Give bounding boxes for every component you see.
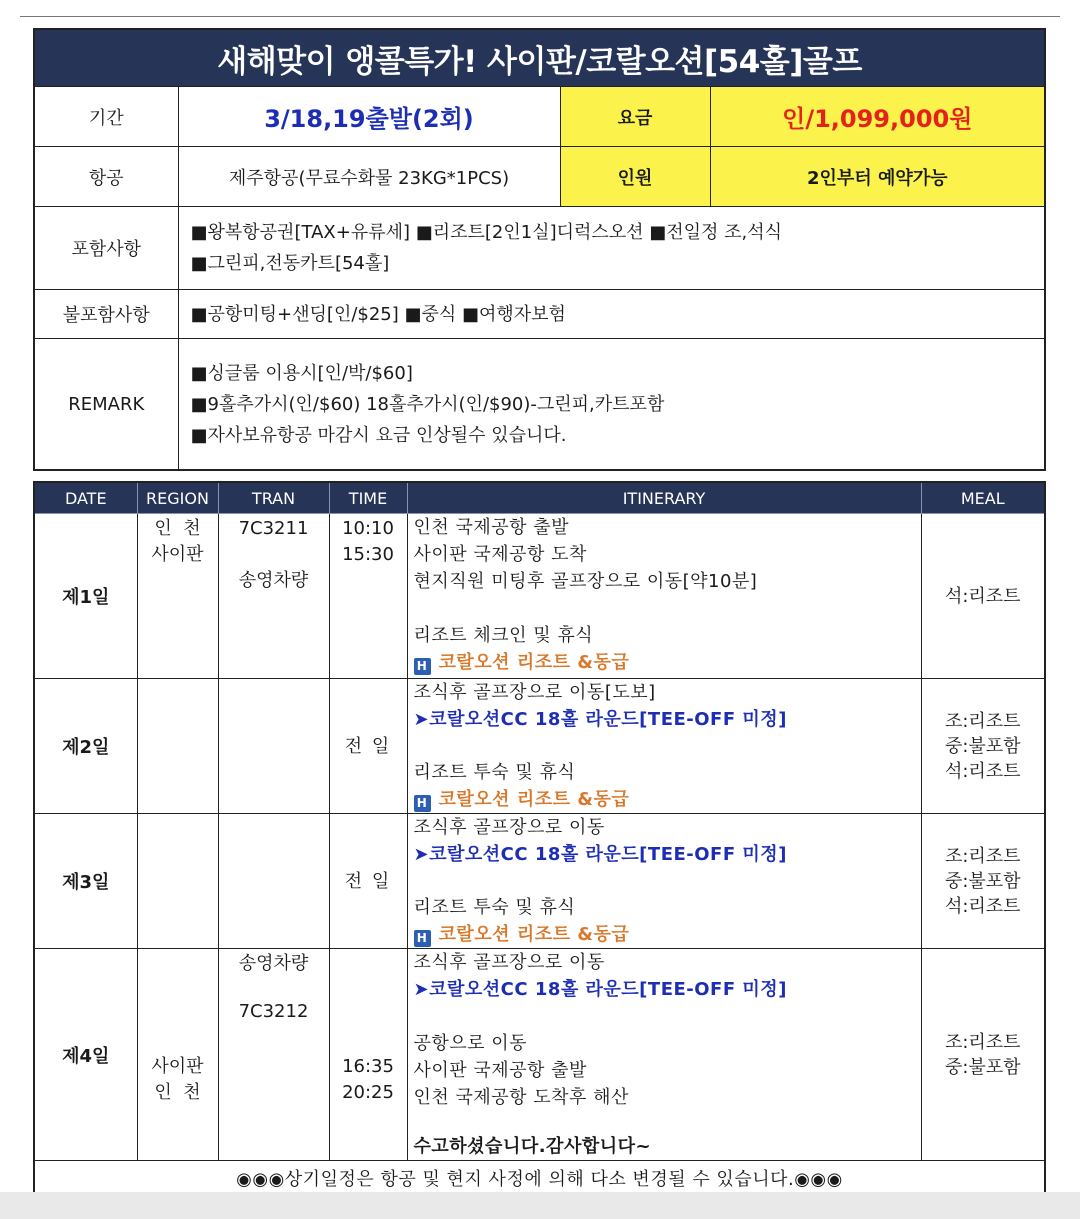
- table-row: [34, 679, 1045, 814]
- meal-text: 석:리조트: [944, 760, 1021, 782]
- itinerary-line: 조식후 골프장으로 이동: [413, 817, 605, 838]
- page-title: 새해맞이 앵콜특가! 사이판/코랄오션[54홀]골프: [34, 29, 1045, 87]
- time-cell: [329, 949, 407, 1161]
- hotel-line: [414, 649, 921, 676]
- time-text: 10:10: [342, 518, 394, 539]
- time-text: 16:35: [342, 1056, 394, 1077]
- golf-round: ➤코랄오션CC 18홀 라운드[TEE-OFF 미정]: [413, 844, 787, 865]
- meal-text: 중:불포함: [944, 870, 1021, 892]
- itinerary-cell: [407, 679, 921, 814]
- itinerary-line: 조식후 골프장으로 이동[도보]: [413, 682, 656, 703]
- tran-cell: [218, 949, 329, 1161]
- hotel-icon: H: [414, 930, 431, 947]
- region-text: 사이판: [151, 544, 204, 565]
- meal-cell: [921, 514, 1045, 679]
- region-text: 인 천: [154, 518, 201, 539]
- table-row: [34, 514, 1045, 679]
- col-header-tran: TRAN: [218, 482, 329, 514]
- itinerary-line: 사이판 국제공항 도착: [413, 544, 587, 565]
- period-label: 기간: [34, 87, 178, 147]
- hotel-name: 코랄오션 리조트 &동급: [438, 924, 630, 945]
- hotel-icon: H: [414, 795, 431, 812]
- meal-text: 조:리조트: [944, 1031, 1021, 1053]
- tour-info-table: [33, 28, 1046, 471]
- people-value: 2인부터 예약가능: [710, 147, 1045, 207]
- included-label: 포함사항: [34, 207, 178, 290]
- time-cell: [329, 514, 407, 679]
- flight-number: 7C3212: [238, 1001, 309, 1022]
- remark-label: REMARK: [34, 339, 178, 471]
- itinerary-line: 조식후 골프장으로 이동: [413, 952, 605, 973]
- tran-cell: [218, 514, 329, 679]
- time-text: 전 일: [344, 736, 392, 757]
- itinerary-line: 인천 국제공항 도착후 해산: [413, 1087, 629, 1108]
- col-header-meal: MEAL: [921, 482, 1045, 514]
- meal-text: 조:리조트: [944, 710, 1021, 732]
- itinerary-cell: [407, 814, 921, 949]
- transfer-text: 송영차량: [238, 570, 309, 591]
- time-text: 20:25: [342, 1082, 394, 1103]
- excluded-label: 불포함사항: [34, 290, 178, 339]
- hotel-line: [414, 786, 921, 813]
- excluded-value: [178, 290, 1045, 339]
- hotel-line: [414, 921, 921, 948]
- region-cell: [137, 949, 218, 1161]
- transfer-text: 송영차량: [238, 953, 309, 974]
- itinerary-line: 공항으로 이동: [413, 1033, 528, 1054]
- table-row: [34, 814, 1045, 949]
- meal-cell: [921, 949, 1045, 1161]
- col-header-itinerary: ITINERARY: [407, 482, 921, 514]
- itinerary-line: 사이판 국제공항 출발: [413, 1060, 587, 1081]
- bottom-band: [0, 1192, 1080, 1219]
- time-cell: [329, 814, 407, 949]
- golf-round: ➤코랄오션CC 18홀 라운드[TEE-OFF 미정]: [413, 709, 787, 730]
- people-label: 인원: [560, 147, 710, 207]
- excluded-line: ■공항미팅+샌딩[인/$25] ■중식 ■여행자보험: [190, 303, 566, 325]
- remark-value: [178, 339, 1045, 471]
- airline-value: 제주항공(무료수화물 23KG*1PCS): [178, 147, 560, 207]
- region-cell: [137, 814, 218, 949]
- itinerary-cell: [407, 514, 921, 679]
- meal-text: 석:리조트: [944, 895, 1021, 917]
- price-label: 요금: [560, 87, 710, 147]
- airline-label: 항공: [34, 147, 178, 207]
- included-line: ■그린피,전동카트[54홀]: [190, 253, 390, 274]
- golf-round: ➤코랄오션CC 18홀 라운드[TEE-OFF 미정]: [413, 979, 787, 1000]
- closing-message: 수고하셨습니다.감사합니다~: [413, 1136, 652, 1157]
- meal-text: 석:리조트: [944, 585, 1021, 607]
- top-divider: [20, 16, 1060, 17]
- day-label: 제1일: [34, 514, 137, 679]
- region-cell: [137, 514, 218, 679]
- hotel-name: 코랄오션 리조트 &동급: [438, 652, 630, 673]
- table-row: [34, 949, 1045, 1161]
- day-label: 제4일: [34, 949, 137, 1161]
- tran-cell: [218, 679, 329, 814]
- hotel-icon: H: [414, 658, 431, 675]
- itinerary-cell: [407, 949, 921, 1161]
- meal-text: 조:리조트: [944, 845, 1021, 867]
- col-header-time: TIME: [329, 482, 407, 514]
- region-text: 사이판: [151, 1056, 204, 1077]
- itinerary-line: 현지직원 미팅후 골프장으로 이동[약10분]: [413, 571, 758, 592]
- region-text: 인 천: [154, 1082, 201, 1103]
- included-value: [178, 207, 1045, 290]
- remark-line: ■9홀추가시(인/$60) 18홀추가시(인/$90)-그린피,카트포함: [190, 393, 665, 415]
- meal-text: 중:불포함: [944, 735, 1021, 757]
- itinerary-line: 리조트 투숙 및 휴식: [413, 897, 576, 918]
- itinerary-line: 리조트 체크인 및 휴식: [413, 625, 594, 646]
- period-value: 3/18,19출발(2회): [178, 87, 560, 147]
- time-cell: [329, 679, 407, 814]
- meal-cell: [921, 679, 1045, 814]
- schedule-notice: ◉◉◉상기일정은 항공 및 현지 사정에 의해 다소 변경될 수 있습니다.◉◉◉: [34, 1161, 1045, 1197]
- included-line: ■왕복항공권[TAX+유류세] ■리조트[2인1실]디럭스오션 ■전일정 조,석식: [190, 222, 783, 243]
- meal-cell: [921, 814, 1045, 949]
- time-text: 15:30: [342, 544, 394, 565]
- hotel-name: 코랄오션 리조트 &동급: [438, 789, 630, 810]
- remark-line: ■자사보유항공 마감시 요금 인상될수 있습니다.: [190, 424, 567, 446]
- day-label: 제2일: [34, 679, 137, 814]
- flight-number: 7C3211: [238, 518, 309, 539]
- price-value: 인/1,099,000원: [710, 87, 1045, 147]
- itinerary-line: 인천 국제공항 출발: [413, 517, 570, 538]
- col-header-date: DATE: [34, 482, 137, 514]
- tran-cell: [218, 814, 329, 949]
- meal-text: 중:불포함: [944, 1056, 1021, 1078]
- itinerary-line: 리조트 투숙 및 휴식: [413, 762, 576, 783]
- col-header-region: REGION: [137, 482, 218, 514]
- region-cell: [137, 679, 218, 814]
- time-text: 전 일: [344, 871, 392, 892]
- itinerary-table: [33, 481, 1046, 1197]
- day-label: 제3일: [34, 814, 137, 949]
- remark-line: ■싱글룸 이용시[인/박/$60]: [190, 362, 413, 384]
